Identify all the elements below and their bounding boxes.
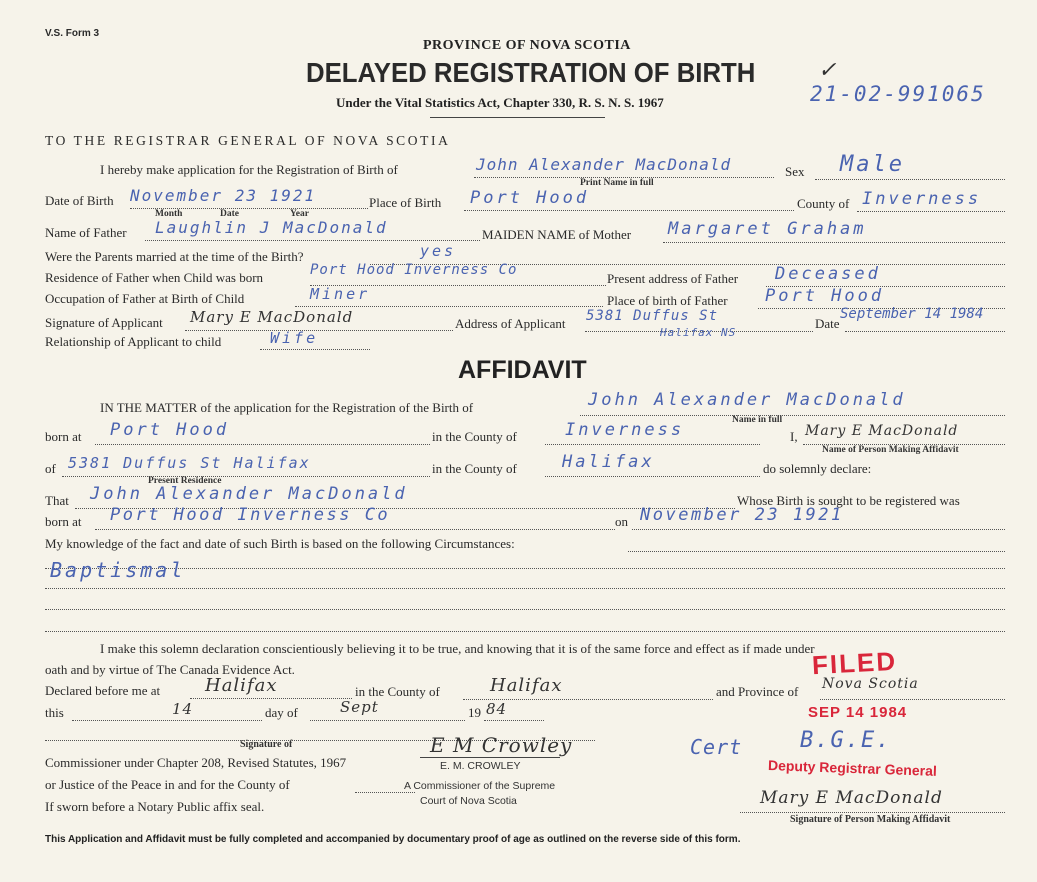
name-hint: Print Name in full (580, 178, 654, 188)
date-label: Date (815, 316, 840, 331)
occupation-label: Occupation of Father at Birth of Child (45, 291, 245, 306)
declared-label: Declared before me at (45, 683, 161, 698)
affidavit-name-hint: Name in full (732, 415, 783, 425)
that-label: That (45, 493, 69, 508)
whose-birth-label: Whose Birth is sought to be registered was (737, 493, 960, 508)
born-at2-label: born at (45, 514, 82, 529)
solemnly-label: do solemnly declare: (763, 461, 872, 476)
this-label: this (45, 705, 64, 720)
circumstance-value[interactable]: Baptismal (50, 558, 186, 582)
county2-value[interactable]: Halifax (562, 452, 655, 472)
affidavit-county-label: in the County of (432, 429, 517, 444)
married-value[interactable]: yes (420, 242, 457, 260)
that-value[interactable]: John Alexander MacDonald (90, 484, 408, 504)
declared-value[interactable]: Halifax (205, 675, 278, 696)
county2-label: in the County of (432, 461, 517, 476)
affidavit-county-value[interactable]: Inverness (565, 420, 685, 440)
commissioner-stamp-line1: A Commissioner of the Supreme (404, 780, 556, 792)
knowledge-label: My knowledge of the fact and date of such Birth is based on the following Circumstances: (45, 536, 515, 551)
province-heading: PROVINCE OF NOVA SCOTIA (423, 38, 631, 53)
deputy-registrar-stamp: Deputy Registrar General (767, 757, 938, 779)
child-name-value[interactable]: John Alexander MacDonald (476, 155, 732, 174)
sex-label: Sex (785, 164, 805, 179)
page-title: DELAYED REGISTRATION OF BIRTH (306, 57, 756, 88)
matter-label: IN THE MATTER of the application for the Registration of the Birth of (100, 400, 474, 415)
form-number: V.S. Form 3 (45, 28, 100, 39)
res-father-value[interactable]: Port Hood Inverness Co (310, 262, 518, 278)
i-label: I, (790, 429, 798, 444)
page-subtitle: Under the Vital Statistics Act, Chapter 330, R. S. N. S. 1967 (336, 95, 664, 110)
addr-value[interactable]: 5381 Duffus St (586, 308, 719, 324)
dob-value[interactable]: November 23 1921 (130, 186, 317, 205)
year-value[interactable]: 84 (486, 700, 508, 718)
year-prefix: 19 (468, 705, 481, 720)
county-value[interactable]: Inverness (862, 189, 982, 209)
relationship-value[interactable]: Wife (270, 329, 319, 347)
pob-label: Place of Birth (369, 195, 442, 210)
dob-month-hint: Month (155, 209, 183, 219)
born-at2-value[interactable]: Port Hood Inverness Co (110, 505, 391, 525)
pob-value[interactable]: Port Hood (470, 188, 590, 208)
father-pob-value[interactable]: Port Hood (765, 286, 885, 306)
relationship-label: Relationship of Applicant to child (45, 334, 222, 349)
addressee: TO THE REGISTRAR GENERAL OF NOVA SCOTIA (45, 133, 451, 148)
applicant-signature[interactable]: Mary E MacDonald (190, 308, 354, 326)
res-father-label: Residence of Father when Child was born (45, 270, 264, 285)
mother-label: MAIDEN NAME of Mother (482, 227, 632, 242)
born-at-value[interactable]: Port Hood (110, 420, 230, 440)
sig-label: Signature of Applicant (45, 315, 163, 330)
cert-annotation: Cert (690, 735, 743, 759)
occupation-value[interactable]: Miner (310, 285, 371, 303)
province-value[interactable]: Nova Scotia (822, 676, 919, 692)
married-label: Were the Parents married at the time of the Birth? (45, 249, 304, 264)
present-res-hint: Present Residence (148, 476, 222, 486)
date-value[interactable]: September 14 1984 (840, 306, 984, 322)
of-value[interactable]: 5381 Duffus St Halifax (68, 454, 311, 472)
signature-of-hint: Signature of (240, 739, 293, 750)
commissioner-signature: E M Crowley (430, 733, 573, 757)
affiant-signature-label: Signature of Person Making Affidavit (790, 814, 951, 825)
commissioner-stamp-name: E. M. CROWLEY (440, 760, 521, 772)
person-hint: Name of Person Making Affidavit (822, 445, 959, 455)
father-value[interactable]: Laughlin J MacDonald (155, 218, 388, 237)
affidavit-title: AFFIDAVIT (458, 356, 587, 384)
present-addr-value[interactable]: Deceased (775, 264, 881, 284)
affiant-signature: Mary E MacDonald (760, 788, 943, 808)
addr-label: Address of Applicant (455, 316, 566, 331)
commissioner-stamp-line (420, 757, 560, 758)
registrar-initials: B.G.E. (800, 728, 892, 753)
mother-value[interactable]: Margaret Graham (668, 219, 867, 239)
day-of-label: day of (265, 705, 298, 720)
present-addr-label: Present address of Father (607, 271, 739, 286)
notary-line: If sworn before a Notary Public affix seal. (45, 799, 265, 814)
footer-note: This Application and Affidavit must be fully completed and accompanied by documentary proof of age as outlined on the reverse side of this form. (45, 834, 741, 845)
title-underline (430, 117, 605, 118)
province-label: and Province of (716, 684, 799, 699)
intro-label: I hereby make application for the Registration of Birth of (100, 162, 398, 177)
on-label: on (615, 514, 628, 529)
of-label: of (45, 461, 56, 476)
declaration-line-1: I make this solemn declaration conscientiously believing it to be true, and knowing that it is of the same force and effect as if made under (100, 641, 815, 656)
affiant-name-value[interactable]: Mary E MacDonald (805, 423, 959, 439)
registration-number: 21-02-991065 (810, 82, 986, 106)
filed-stamp: FILED (811, 645, 898, 681)
on-value[interactable]: November 23 1921 (640, 505, 844, 525)
declared-county-value[interactable]: Halifax (490, 675, 563, 696)
addr-value-line2[interactable]: Halifax NS (660, 326, 737, 339)
declaration-line-2: oath and by virtue of The Canada Evidence Act. (45, 662, 295, 677)
this-value[interactable]: 14 (172, 700, 194, 718)
dob-year-hint: Year (290, 209, 309, 219)
commissioner-line: Commissioner under Chapter 208, Revised Statutes, 1967 (45, 755, 347, 770)
dob-date-hint: Date (220, 209, 239, 219)
father-pob-label: Place of birth of Father (607, 293, 728, 308)
justice-line: or Justice of the Peace in and for the County of (45, 777, 290, 792)
father-label: Name of Father (45, 225, 127, 240)
declared-county-label: in the County of (355, 684, 440, 699)
commissioner-stamp-line2: Court of Nova Scotia (420, 795, 517, 807)
checkmark-icon: ✓ (818, 58, 838, 83)
dob-label: Date of Birth (45, 193, 114, 208)
sex-value[interactable]: Male (840, 152, 905, 177)
day-of-value[interactable]: Sept (340, 698, 379, 716)
born-at-label: born at (45, 429, 82, 444)
county-label: County of (797, 196, 850, 211)
filed-date-stamp: SEP 14 1984 (808, 704, 908, 721)
matter-value[interactable]: John Alexander MacDonald (588, 390, 906, 410)
